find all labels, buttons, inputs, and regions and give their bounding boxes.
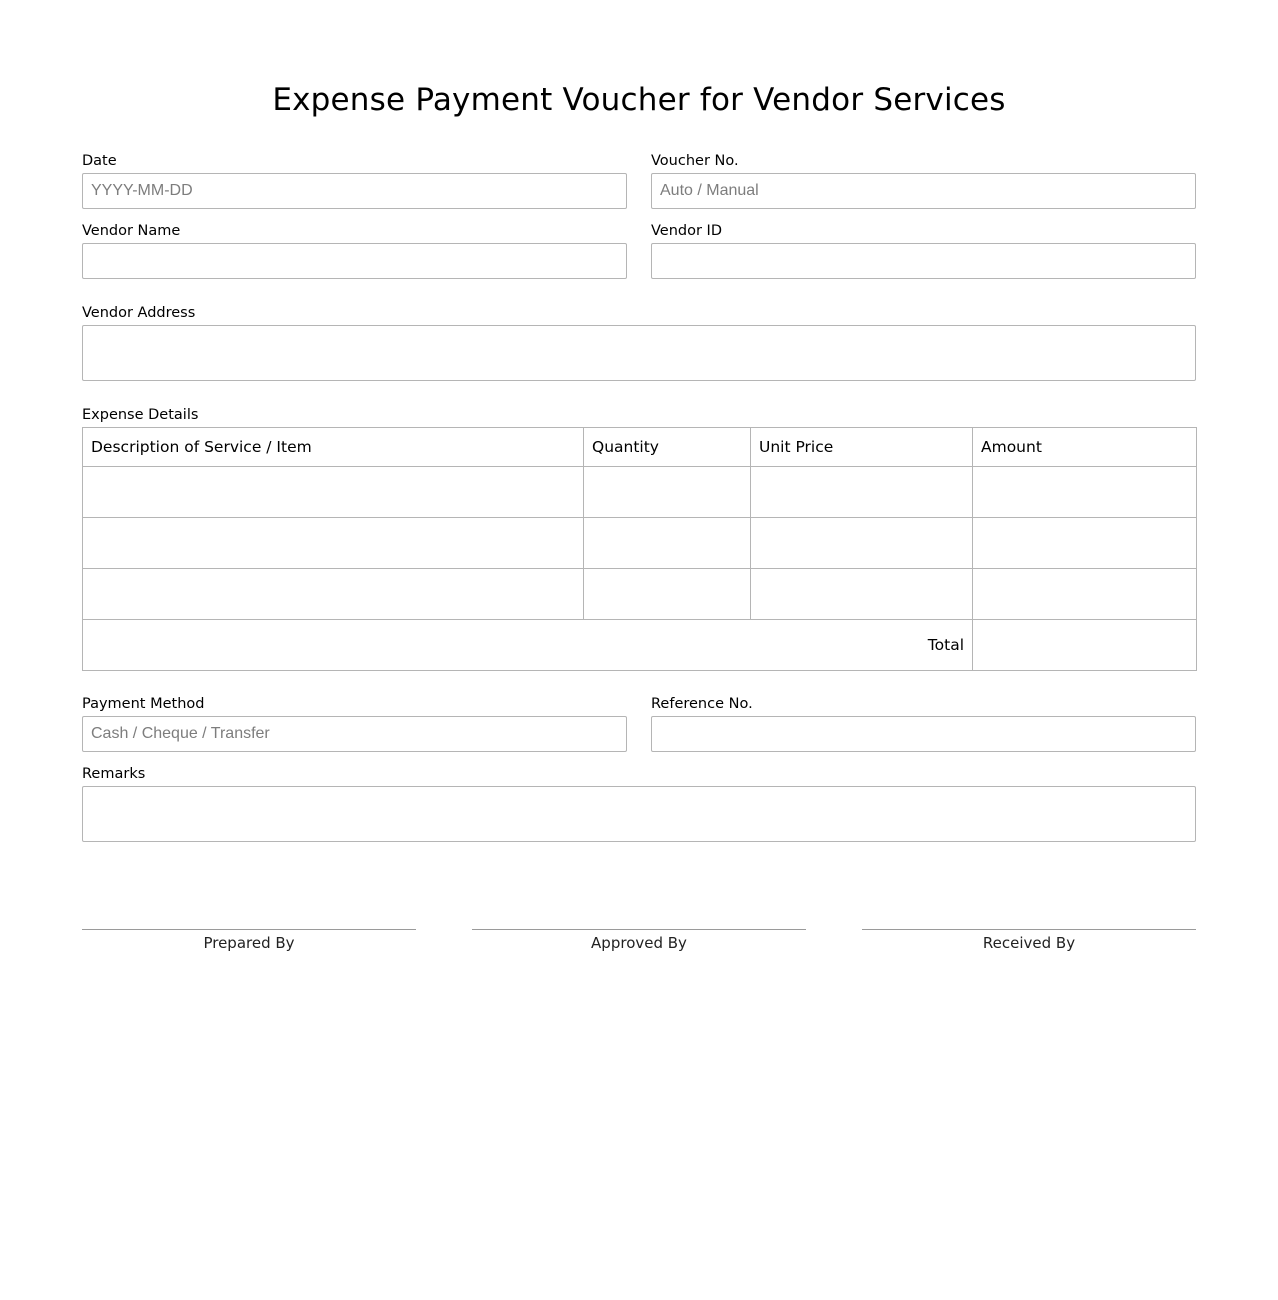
total-row xyxy=(83,620,1197,671)
column-header-amount: Amount xyxy=(973,428,1197,467)
unit-price-cell[interactable] xyxy=(751,518,973,569)
amount-cell[interactable] xyxy=(973,467,1197,518)
table-row xyxy=(83,569,1197,620)
vendor-name-label: Vendor Name xyxy=(82,223,181,239)
column-header-quantity: Quantity xyxy=(584,428,751,467)
vendor-address-input[interactable] xyxy=(82,325,1196,381)
vendor-id-label: Vendor ID xyxy=(651,223,722,239)
date-input[interactable] xyxy=(82,173,627,209)
amount-cell[interactable] xyxy=(973,569,1197,620)
table-header-row xyxy=(83,428,1197,467)
remarks-input[interactable] xyxy=(82,786,1196,842)
quantity-cell[interactable] xyxy=(584,518,751,569)
voucher-no-label: Voucher No. xyxy=(651,153,739,169)
unit-price-cell[interactable] xyxy=(751,569,973,620)
expense-details-label: Expense Details xyxy=(82,407,199,423)
remarks-label: Remarks xyxy=(82,766,146,782)
vendor-id-input[interactable] xyxy=(651,243,1196,279)
description-cell[interactable] xyxy=(83,518,584,569)
table-row xyxy=(83,467,1197,518)
description-cell[interactable] xyxy=(83,467,584,518)
payment-method-label: Payment Method xyxy=(82,696,205,712)
description-cell[interactable] xyxy=(83,569,584,620)
total-amount-cell[interactable] xyxy=(973,620,1197,671)
expense-table xyxy=(82,427,1197,671)
voucher-no-input[interactable] xyxy=(651,173,1196,209)
quantity-cell[interactable] xyxy=(584,569,751,620)
total-label: Total xyxy=(83,620,973,671)
column-header-unit-price: Unit Price xyxy=(751,428,973,467)
approved-by-signature: Approved By xyxy=(472,929,806,952)
page-title: Expense Payment Voucher for Vendor Services xyxy=(272,82,1006,118)
quantity-cell[interactable] xyxy=(584,467,751,518)
prepared-by-signature: Prepared By xyxy=(82,929,416,952)
payment-method-input[interactable] xyxy=(82,716,627,752)
vendor-name-input[interactable] xyxy=(82,243,627,279)
date-label: Date xyxy=(82,153,117,169)
column-header-description: Description of Service / Item xyxy=(83,428,584,467)
reference-no-label: Reference No. xyxy=(651,696,753,712)
vendor-address-label: Vendor Address xyxy=(82,305,196,321)
amount-cell[interactable] xyxy=(973,518,1197,569)
table-row xyxy=(83,518,1197,569)
unit-price-cell[interactable] xyxy=(751,467,973,518)
reference-no-input[interactable] xyxy=(651,716,1196,752)
received-by-signature: Received By xyxy=(862,929,1196,952)
